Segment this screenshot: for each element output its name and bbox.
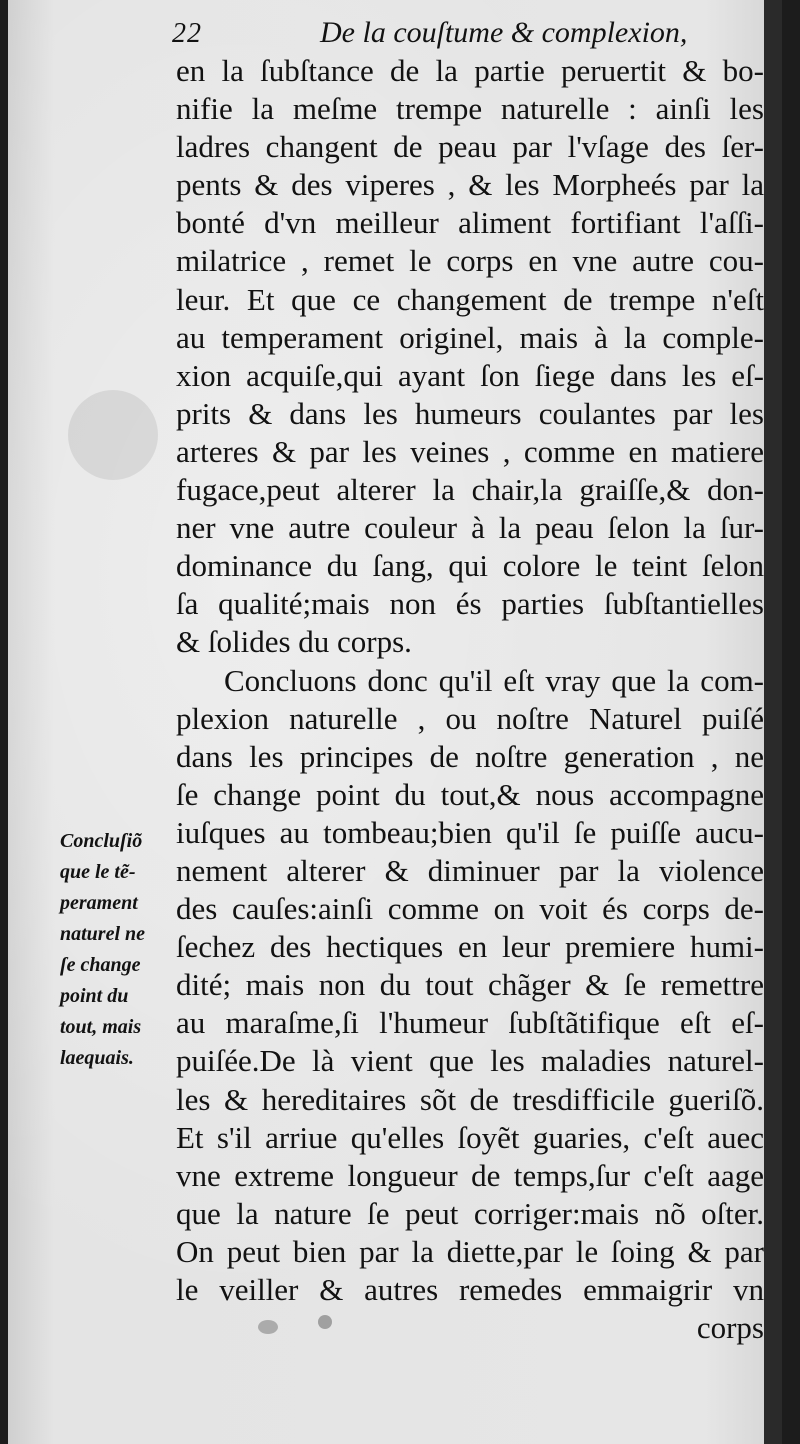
margin-note-line: laequais. (60, 1047, 134, 1069)
text-line: ſechez des hectiques en leur premiere humi- (176, 929, 764, 965)
running-head (8, 14, 782, 50)
text-line: au maraſme,ſi l'humeur ſubſtãtifique eſt eſ- (176, 1005, 764, 1041)
text-line: les & hereditaires sõt de tresdifficile gueriſõ. (176, 1081, 764, 1117)
text-line: iuſques au tombeau;bien qu'il ſe puiſſe aucu- (176, 814, 764, 850)
text-line: nement alterer & diminuer par la violence (176, 852, 764, 888)
margin-note-line: point du (60, 985, 129, 1007)
paragraph-start-line: Concluons donc qu'il eſt vray que la com- (224, 662, 764, 698)
running-title: De la couſtume & complexion, (320, 16, 688, 49)
text-line: nifie la meſme trempe naturelle : ainſi les (176, 91, 764, 127)
margin-note (60, 826, 174, 1074)
scan-edge (764, 0, 782, 1444)
margin-note-line: ſe change (60, 954, 141, 976)
text-line: des cauſes:ainſi comme on voit és corps de- (176, 891, 764, 927)
text-line: dité; mais non du tout chãger & ſe remettre (176, 967, 764, 1003)
text-line: ſe change point du tout,& nous accompagne (176, 776, 764, 812)
book-page (8, 0, 782, 1444)
page-number: 22 (172, 18, 202, 49)
margin-note-line: naturel ne (60, 923, 146, 945)
text-line: On peut bien par la diette,par le ſoing & par (176, 1233, 764, 1269)
text-line: prits & dans les humeurs coulantes par les (176, 395, 764, 431)
body-text (176, 52, 764, 1347)
text-line: ladres changent de peau par l'vſage des ſer- (176, 129, 764, 165)
text-line: plexion naturelle , ou noſtre Naturel puiſé (176, 700, 764, 736)
text-line: milatrice , remet le corps en vne autre cou- (176, 243, 764, 279)
text-line: leur. Et que ce changement de trempe n'eſt (176, 281, 764, 317)
text-line: Et s'il arriue qu'elles ſoyẽt guaries, c'eſt auec (176, 1119, 764, 1155)
text-line: xion acquiſe,qui ayant ſon ſiege dans les eſ- (176, 357, 764, 393)
margin-note-line: tout, mais (60, 1016, 142, 1038)
text-line: en la ſubſtance de la partie peruertit & bo- (176, 53, 764, 88)
text-line: puiſée.De là vient que les maladies naturel- (176, 1043, 764, 1079)
text-line: pents & des viperes , & les Morpheés par la (176, 167, 764, 203)
text-line: fugace,peut alterer la chair,la graiſſe,& don- (176, 472, 764, 508)
text-line: bonté d'vn meilleur aliment fortifiant l'aſſi- (176, 205, 764, 241)
text-line: dans les principes de noſtre generation , ne (176, 738, 764, 774)
text-line: ſa qualité;mais non és parties ſubſtantielles (176, 586, 764, 622)
text-line: vne extreme longueur de temps,ſur c'eſt aage (176, 1157, 764, 1193)
text-line: dominance du ſang, qui colore le teint ſelon (176, 548, 764, 584)
bleed-through-stain (68, 390, 158, 480)
margin-note-line: perament (60, 892, 138, 914)
margin-note-line: que le tẽ- (60, 861, 136, 883)
text-line: arteres & par les veines , comme en matiere (176, 433, 764, 469)
catchword: corps (696, 1310, 764, 1346)
text-line: au temperament originel, mais à la comple- (176, 319, 764, 355)
text-line: ner vne autre couleur à la peau ſelon la ſur- (176, 510, 764, 546)
margin-note-line: Concluſiõ (60, 830, 143, 852)
text-line: que la nature ſe peut corriger:mais nõ oſter. (176, 1195, 764, 1231)
paragraph-end-line: & ſolides du corps. (176, 624, 412, 660)
text-line: le veiller & autres remedes emmaigrir vn (176, 1272, 764, 1307)
